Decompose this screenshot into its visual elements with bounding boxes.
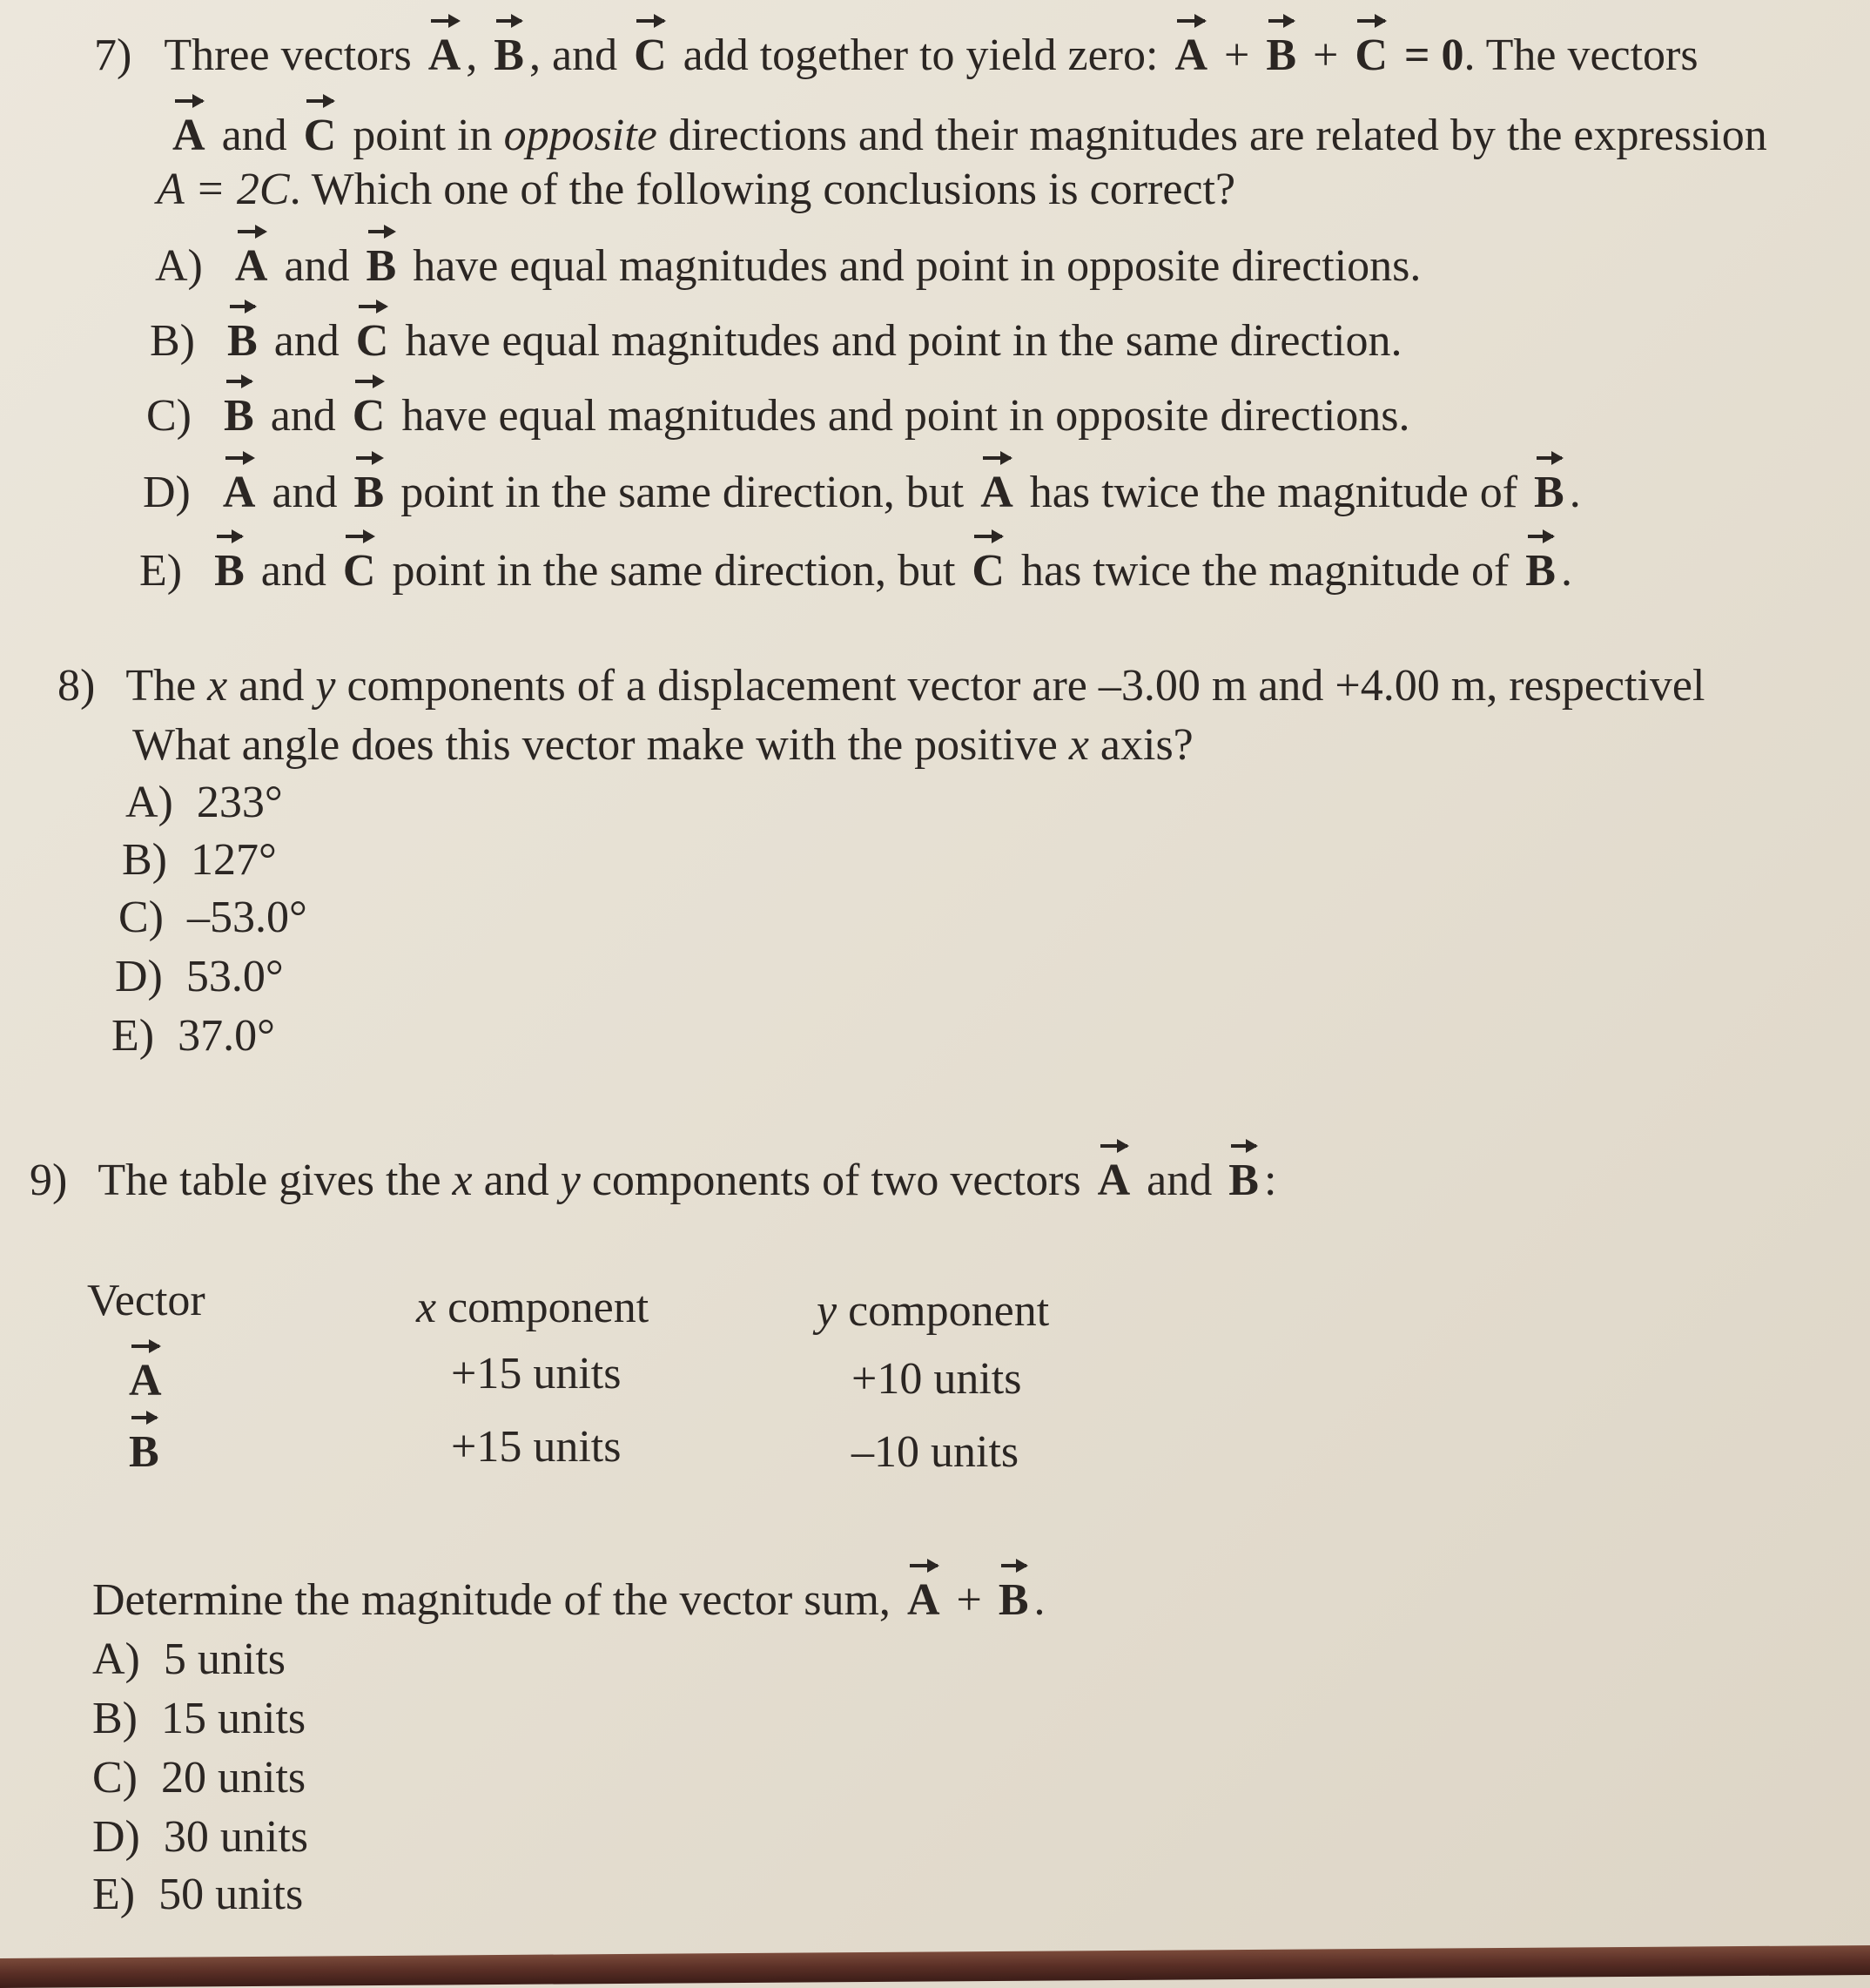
q9-prompt: Determine the magnitude of the vector sum, A + B . — [92, 1575, 1046, 1625]
q7-option-a[interactable]: A) A and B have equal magnitudes and point in opposite directions. — [155, 241, 1422, 291]
vector-a: A — [906, 1575, 940, 1625]
q8-line-2: What angle does this vector make with the positive x axis? — [132, 720, 1194, 770]
table-header-y: y component — [817, 1286, 1050, 1336]
q8-option-d[interactable]: D) 53.0° — [115, 952, 284, 1001]
vector-a: A — [172, 111, 205, 160]
q8-option-c[interactable]: C) –53.0° — [118, 893, 307, 942]
vector-c: C — [303, 111, 337, 160]
binding-edge — [0, 1945, 1870, 1988]
q7-option-d[interactable]: D) A and B point in the same direction, but A has twice the magnitude of B . — [143, 468, 1581, 517]
q7-option-e[interactable]: E) B and C point in the same direction, but C has twice the magnitude of B . — [139, 546, 1572, 596]
vector-a: A — [1174, 30, 1207, 80]
vector-b: B — [998, 1575, 1029, 1625]
vector-c: C — [634, 30, 667, 80]
vector-b: B — [1228, 1156, 1259, 1205]
q9-option-c[interactable]: C) 20 units — [92, 1753, 306, 1803]
q9-line-1: 9) The table gives the x and y components of two vectors A and B : — [30, 1156, 1277, 1205]
vector-b: B — [494, 30, 524, 80]
vector-c: C — [1355, 30, 1388, 80]
q7-option-b[interactable]: B) B and C have equal magnitudes and point in the same direction. — [150, 316, 1402, 366]
q8-option-b[interactable]: B) 127° — [122, 835, 277, 885]
q9-option-e[interactable]: E) 50 units — [92, 1870, 304, 1919]
q9-option-a[interactable]: A) 5 units — [92, 1634, 286, 1684]
q8-option-e[interactable]: E) 37.0° — [111, 1011, 275, 1061]
q7-line-2: A and C point in opposite directions and their magnitudes are related by the expression — [172, 111, 1767, 160]
q9-option-d[interactable]: D) 30 units — [92, 1812, 309, 1862]
q8-line-1: 8) The x and y components of a displacement vector are –3.00 m and +4.00 m, respectivel — [57, 661, 1705, 711]
table-header-x: x component — [416, 1283, 649, 1332]
q7-option-c[interactable]: C) B and C have equal magnitudes and point in opposite directions. — [146, 391, 1410, 441]
q7-line-1: 7) Three vectors A , B , and C add together to yield zero: A + B + C = 0. The vectors — [94, 30, 1698, 80]
table-header-vector: Vector — [87, 1276, 205, 1325]
q9-option-b[interactable]: B) 15 units — [92, 1694, 306, 1743]
q7-line-3: A = 2C. Which one of the following conclusions is correct? — [157, 165, 1236, 214]
vector-a: A — [1097, 1156, 1131, 1205]
vector-b: B — [1266, 30, 1297, 80]
q8-option-a[interactable]: A) 233° — [125, 778, 283, 827]
vector-a: A — [427, 30, 461, 80]
